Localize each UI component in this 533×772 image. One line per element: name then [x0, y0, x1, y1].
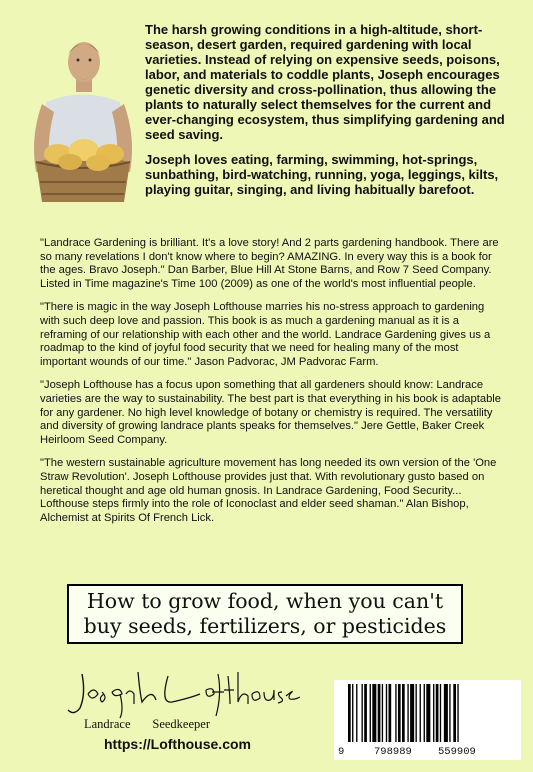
barcode-bar — [449, 684, 450, 742]
tagline-line-2: buy seeds, fertilizers, or pesticides — [83, 614, 447, 638]
endorsements — [40, 237, 502, 535]
barcode-bar — [436, 684, 439, 742]
bio-paragraph-1: The harsh growing conditions in a high-altitude, short-season, desert garden, required gardening with local varieties. Instead of relying on expensive seeds, poisons, labor, and materials to coddle plants, Joseph encourages genetic diversity and cross-pollination, thus allowing the plants to naturally select themselves for the current and ever-changing ecosystem, thus simplifying gardening and seed saving. — [145, 22, 505, 142]
barcode-bar — [453, 684, 456, 742]
barcode-bar — [395, 684, 396, 742]
website-link[interactable]: https://Lofthouse.com — [104, 736, 251, 752]
barcode-bar — [402, 684, 405, 742]
barcode-digits-right: 559909 — [438, 746, 476, 758]
barcode-bar — [364, 684, 367, 742]
barcode-bar — [382, 684, 383, 742]
title-landrace: Landrace — [84, 717, 131, 731]
title-seedkeeper: Seedkeeper — [152, 717, 210, 731]
barcode-bar — [426, 684, 430, 742]
endorsement-quote: "There is magic in the way Joseph Lofthouse marries his no-stress approach to gardening with such deep love and passion. This book is as much a gardening manual as it is a reframing of our relationship with each other and the world. Landrace Gardening gives us a roadmap to the kind of joyful food security that we need for healing many of the most important wounds of our time." Jason Padvorac, JM Padvorac Farm. — [40, 301, 491, 368]
barcode-bar — [457, 684, 458, 742]
barcode-bar — [424, 684, 425, 742]
barcode-bar — [356, 684, 357, 742]
barcode-bar — [416, 684, 417, 742]
isbn-barcode — [334, 680, 521, 760]
barcode-bar — [398, 684, 401, 742]
tagline-line-1: How to grow food, when you can't — [86, 589, 444, 613]
endorsement-quote: "Landrace Gardening is brilliant. It's a love story! And 2 parts gardening handbook. There are so many revelations I don't know where to begin? AMAZING. In every way this is a book for the ages. Bravo Joseph." Dan Barber, Blue Hill At Stone Barns, and Row 7 Seed Company. Listed in Time magazine's Time 100 (2009) as one of the world's most influential people. — [40, 237, 499, 290]
bio-paragraph-2: Joseph loves eating, farming, swimming, hot-springs, sunbathing, bird-watching, running, yoga, leggings, kilts, playing guitar, singing, and living habitually barefoot. — [145, 152, 499, 197]
barcode-bar — [386, 684, 387, 742]
endorsement-quote: "The western sustainable agriculture movement has long needed its own version of the 'One Straw Revolution'. Joseph Lofthouse provides just that. With revolutionary gusto based on heretical thought and age old human gnosis. In Landrace Gardening, Food Security... Lofthouse steps firmly into the role of Iconoclast and elder seed shaman." Alan Bishop, Alchemist at Spirits Of French Lick. — [40, 457, 497, 524]
tagline-box — [67, 584, 463, 644]
barcode-bar — [378, 684, 381, 742]
barcode-bar — [352, 684, 353, 742]
barcode-digit-first: 9 — [338, 746, 345, 758]
endorsement-quote: "Joseph Lofthouse has a focus upon something that all gardeners should know: Landrace varieties are the way to sustainability. The best part is that everything in his book is adaptable for any gardener. No high level knowledge of botany or chemistry is required. The versatility and diversity of growing landrace plants speaks for themselves." Jere Gettle, Baker Creek Heirloom Seed Company. — [40, 379, 502, 446]
author-photo — [28, 32, 138, 202]
barcode-bar — [389, 684, 392, 742]
barcode-bar — [348, 684, 351, 742]
barcode-bar — [362, 684, 363, 742]
barcode-bar — [444, 684, 448, 742]
barcode-bar — [433, 684, 434, 742]
barcode-bar — [370, 684, 371, 742]
barcode-bar — [420, 684, 421, 742]
barcode-digits-left: 798989 — [374, 746, 412, 758]
barcode-bar — [407, 684, 408, 742]
author-bio — [145, 22, 515, 207]
signature-titles — [84, 717, 210, 732]
barcode-bar — [372, 684, 376, 742]
barcode-bars — [334, 680, 521, 746]
barcode-bar — [410, 684, 414, 742]
signature-handwritten — [60, 664, 300, 720]
barcode-bar — [440, 684, 441, 742]
